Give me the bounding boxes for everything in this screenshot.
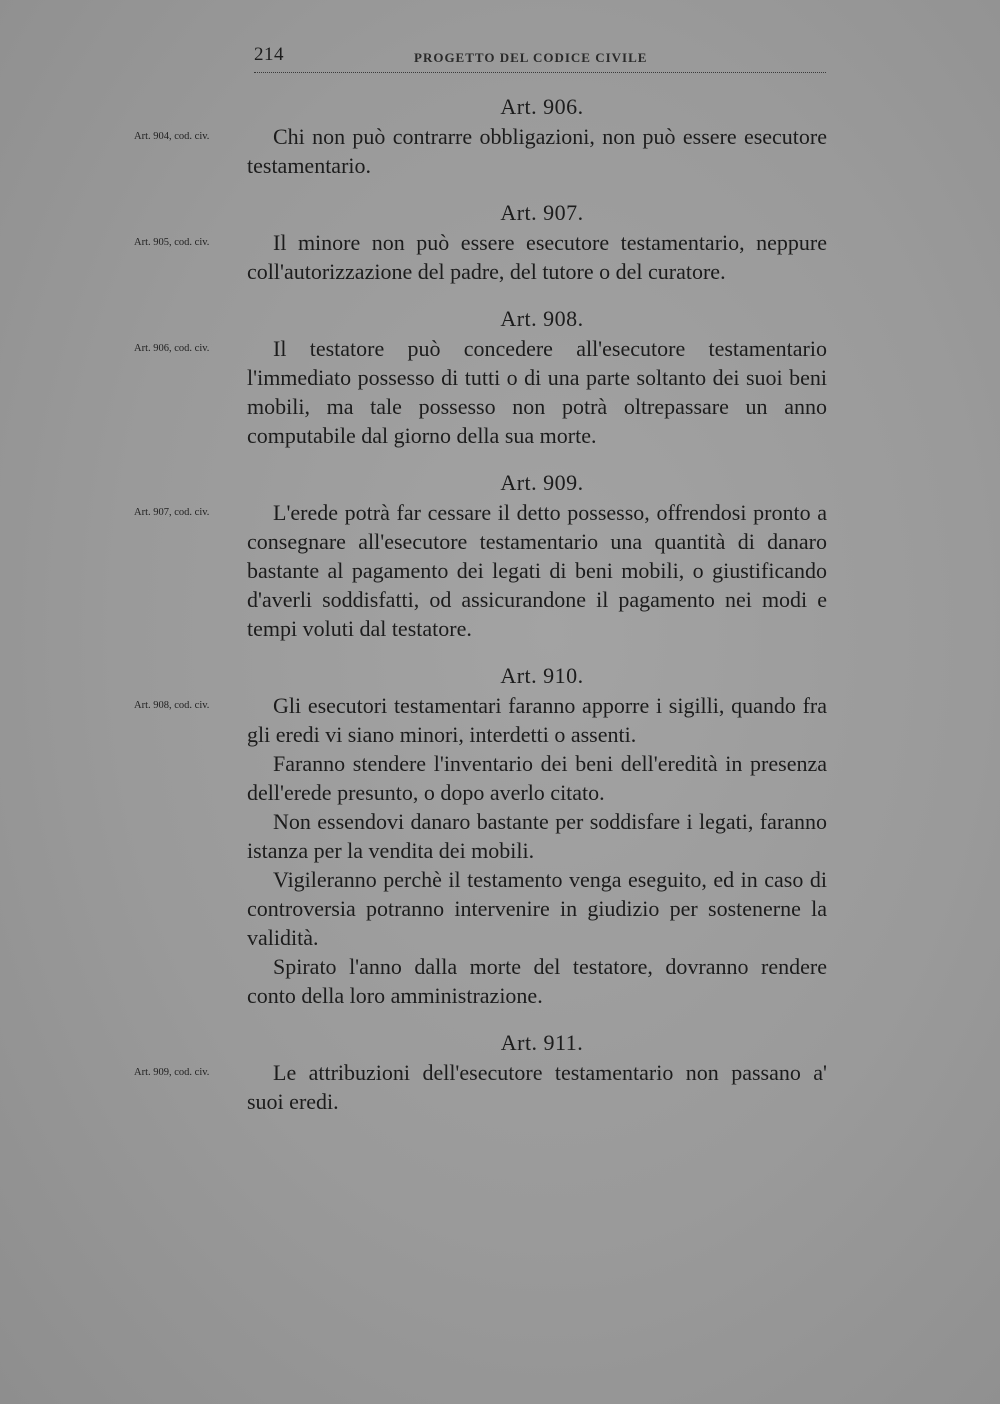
article-paragraph: Gli esecutori testamentari faranno apporre i sigilli, quando fra gli eredi vi siano minori, interdetti o assenti. [247,693,827,747]
article-block [134,92,827,180]
margin-note: Art. 907, cod. civ. [134,507,210,518]
article-paragraph: Le attribuzioni dell'esecutore testamentario non passano a' suoi eredi. [247,1060,827,1114]
article-block [134,198,827,286]
margin-note: Art. 906, cod. civ. [134,343,210,354]
article-heading: Art. 907. [500,200,584,225]
margin-note: Art. 904, cod. civ. [134,131,210,142]
article-block [134,304,827,450]
article-block [134,661,827,1010]
article-block [134,1028,827,1116]
running-title: PROGETTO DEL CODICE CIVILE [414,50,648,65]
article-paragraph: Il testatore può concedere all'esecutore testamentario l'immediato possesso di tutti o di una parte soltanto dei suoi beni mobili, ma tale possesso non potrà oltrepassare un anno computabile dal giorno della sua morte. [247,336,827,448]
page-header [254,42,826,73]
article-paragraph: Vigileranno perchè il testamento venga eseguito, ed in caso di controversia potranno intervenire in giudizio per sostenerne la validità. [247,867,827,950]
margin-note: Art. 909, cod. civ. [134,1067,210,1078]
article-paragraph: Chi non può contrarre obbligazioni, non può essere esecutore testamentario. [247,124,827,178]
margin-note: Art. 908, cod. civ. [134,700,210,711]
article-heading: Art. 906. [500,94,584,119]
article-paragraph: Faranno stendere l'inventario dei beni dell'eredità in presenza dell'erede presunto, o dopo averlo citato. [247,751,827,805]
article-block [134,468,827,643]
page-number: 214 [254,44,284,65]
article-paragraph: Il minore non può essere esecutore testamentario, neppure coll'autorizzazione del padre, del tutore o del curatore. [247,230,827,284]
articles-body [134,92,827,1134]
article-paragraph: L'erede potrà far cessare il detto possesso, offrendosi pronto a consegnare all'esecutore testamentario una quantità di danaro bastante al pagamento dei legati di beni mobili, o giustificando d'averli soddisfatti, od assicurandone il pagamento nei modi e tempi voluti dal testatore. [247,500,827,641]
article-paragraph: Non essendovi danaro bastante per soddisfare i legati, faranno istanza per la vendita dei mobili. [247,809,827,863]
article-heading: Art. 911. [500,1030,584,1055]
article-heading: Art. 910. [500,663,584,688]
margin-note: Art. 905, cod. civ. [134,237,210,248]
article-paragraph: Spirato l'anno dalla morte del testatore, dovranno rendere conto della loro amministrazione. [247,954,827,1008]
article-heading: Art. 909. [500,470,584,495]
article-heading: Art. 908. [500,306,584,331]
